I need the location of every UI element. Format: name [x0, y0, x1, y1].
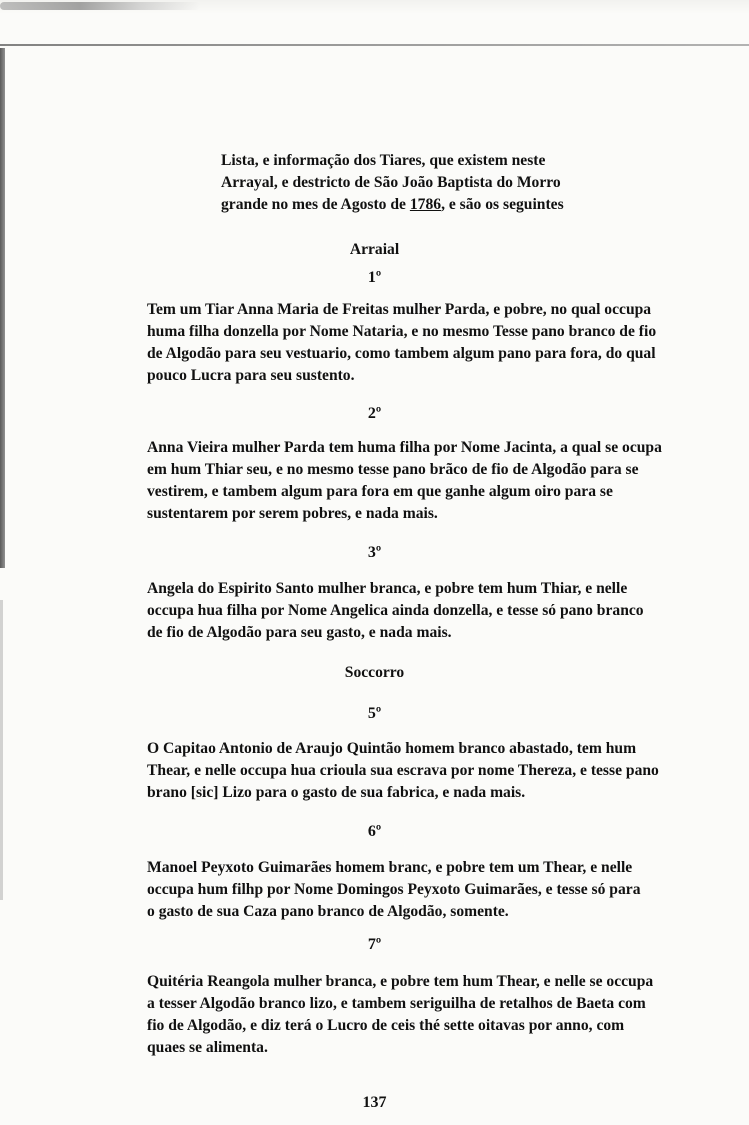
entry-1-line: Tem um Tiar Anna Maria de Freitas mulher Parda, e pobre, no qual occupa — [147, 301, 652, 318]
entry-5-line: brano [sic] Lizo para o gasto de sua fabrica, e nada mais. — [147, 784, 526, 801]
scan-rule-line — [0, 44, 749, 46]
entry-2-line: Anna Vieira mulher Parda tem huma filha por Nome Jacinta, a qual se ocupa — [147, 439, 662, 456]
entry-6-line: Manoel Peyxoto Guimarães homem branc, e pobre tem um Thear, e nelle — [147, 859, 633, 876]
heading-year: 1786 — [409, 196, 442, 213]
heading-line-3-end: , e são os seguintes — [441, 196, 564, 213]
section-arraial: Arraial — [349, 241, 400, 258]
entry-1-line: huma filha donzella por Nome Nataria, e no mesmo Tesse pano branco de fio — [147, 323, 657, 340]
entry-5-line: O Capitao Antonio de Araujo Quintão homem branco abastado, tem hum — [147, 740, 637, 757]
entry-5-number: 5º — [367, 705, 382, 722]
entry-7-line: fio de Algodão, e diz terá o Lucro de ceis thé sette oitavas por anno, com — [147, 1017, 625, 1034]
entry-7-line: a tesser Algodão branco lizo, e tambem seriguilha de retalhos de Baeta com — [147, 995, 646, 1012]
entry-6-text — [147, 857, 707, 923]
entry-6-line: occupa hum filhp por Nome Domingos Peyxoto Guimarães, e tesse só para — [147, 881, 641, 898]
scan-pen-stroke — [0, 2, 200, 10]
entry-1-text — [147, 299, 707, 387]
heading-line-2: Arrayal, e destricto de São João Baptista do Morro — [221, 174, 561, 191]
entry-6-number: 6º — [367, 823, 382, 840]
entry-7-line: Quitéria Reangola mulher branca, e pobre tem hum Thear, e nelle se occupa — [147, 973, 654, 990]
document-heading — [221, 150, 631, 216]
scan-left-edge-lower — [0, 600, 3, 900]
entry-5-line: Thear, e nelle occupa hua crioula sua escrava por nome Thereza, e tesse pano — [147, 762, 659, 779]
entry-7-text — [147, 971, 707, 1059]
entry-2-text — [147, 437, 707, 525]
page-number: 137 — [362, 1094, 387, 1111]
entry-3-line: de fio de Algodão para seu gasto, e nada mais. — [147, 624, 452, 641]
entry-1-line: de Algodão para seu vestuario, como tambem algum pano para fora, do qual — [147, 345, 656, 362]
entry-3-number: 3º — [367, 544, 382, 561]
entry-2-line: em hum Thiar seu, e no mesmo tesse pano brãco de fio de Algodão para se — [147, 461, 639, 478]
entry-2-line: vestirem, e tambem algum para fora em que ganhe algum oiro para se — [147, 483, 613, 500]
entry-5-text — [147, 738, 707, 804]
entry-7-line: quaes se alimenta. — [147, 1039, 268, 1056]
entry-2-number: 2º — [367, 405, 382, 422]
heading-line-3-text: grande no mes de Agosto de — [221, 196, 410, 213]
entry-6-line: o gasto de sua Caza pano branco de Algodão, somente. — [147, 903, 509, 920]
entry-1-line: pouco Lucra para seu sustento. — [147, 367, 355, 384]
section-soccorro: Soccorro — [344, 664, 405, 681]
entry-7-number: 7º — [367, 936, 382, 953]
entry-2-line: sustentarem por serem pobres, e nada mais. — [147, 505, 438, 522]
heading-line-3 — [221, 194, 631, 216]
entry-3-line: occupa hua filha por Nome Angelica ainda donzella, e tesse só pano branco — [147, 602, 644, 619]
heading-line-1: Lista, e informação dos Tiares, que existem neste — [221, 152, 546, 169]
entry-1-number: 1º — [367, 269, 382, 286]
entry-3-line: Angela do Espirito Santo mulher branca, e pobre tem hum Thiar, e nelle — [147, 580, 628, 597]
entry-3-text — [147, 578, 707, 644]
scan-left-edge — [0, 48, 5, 568]
